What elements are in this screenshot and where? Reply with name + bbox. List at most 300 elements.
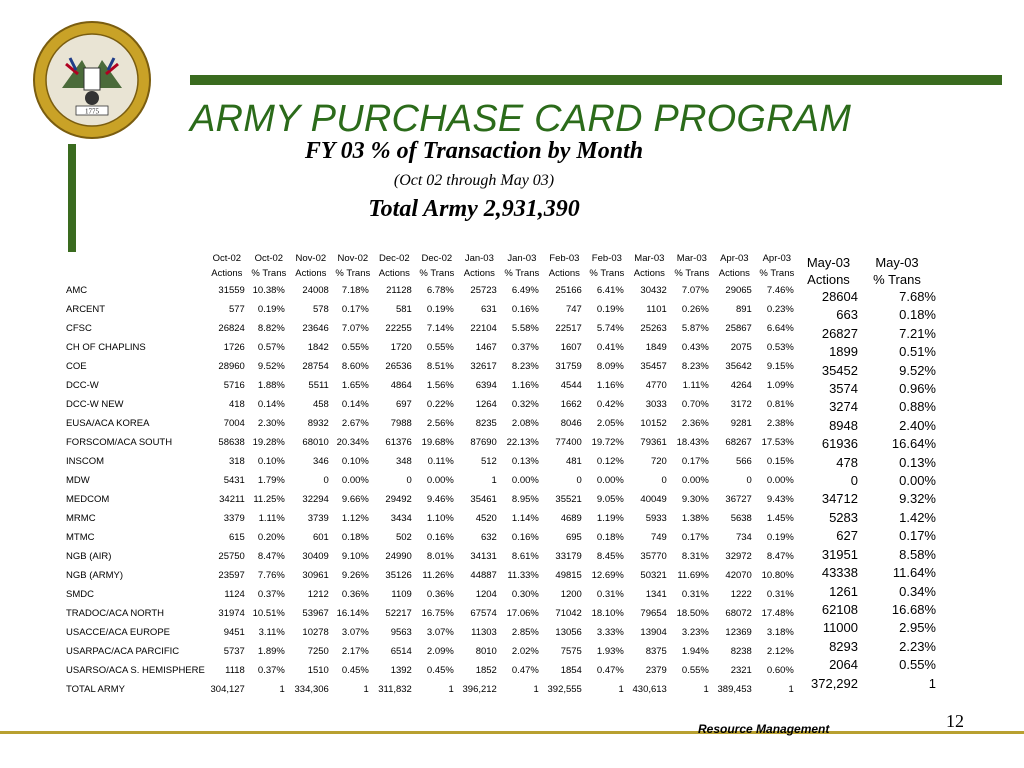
cell-percent: 0.60% xyxy=(766,665,794,676)
cell-percent: 0.45% xyxy=(341,665,369,676)
cell-percent: 0.41% xyxy=(596,342,624,353)
cell-percent: 0.00% xyxy=(681,475,709,486)
cell-percent: 2.38% xyxy=(766,418,794,429)
cell-actions: 30409 xyxy=(302,551,329,562)
cell-percent: 0.00% xyxy=(341,475,369,486)
cell-actions: 8375 xyxy=(645,646,667,657)
cell-actions: 58638 xyxy=(218,437,245,448)
row-label: USARSO/ACA S. HEMISPHERE xyxy=(66,665,205,676)
cell-percent: 1.16% xyxy=(596,380,624,391)
cell-actions: 0 xyxy=(661,475,667,486)
cell-percent: 0.53% xyxy=(766,342,794,353)
cell-percent: 22.13% xyxy=(506,437,539,448)
cell-percent: 0.19% xyxy=(426,304,454,315)
side-table-row xyxy=(799,619,936,637)
row-label: NGB (AIR) xyxy=(66,551,112,562)
side-table-row xyxy=(799,435,936,453)
cell-percent: 0.00% xyxy=(426,475,454,486)
cell-actions: 1607 xyxy=(560,342,582,353)
cell-actions: 615 xyxy=(228,532,245,543)
cell-percent: 0.47% xyxy=(596,665,624,676)
cell-percent: 0.42% xyxy=(596,399,624,410)
row-label: AMC xyxy=(66,285,88,296)
cell-percent: 0.57% xyxy=(257,342,285,353)
cell-percent: 2.56% xyxy=(426,418,454,429)
cell-percent: 0.11% xyxy=(427,456,454,467)
cell-actions: 1852 xyxy=(475,665,497,676)
row-label: TRADOC/ACA NORTH xyxy=(66,608,165,619)
cell-actions: 7250 xyxy=(307,646,329,657)
cell-actions: 32972 xyxy=(725,551,752,562)
department-of-the-army-seal-icon xyxy=(32,18,152,142)
cell-actions: 318 xyxy=(228,456,245,467)
may-03-table xyxy=(799,254,936,693)
cell-actions: 1222 xyxy=(730,589,752,600)
cell-actions: 71042 xyxy=(555,608,582,619)
cell-percent: 1.10% xyxy=(426,513,454,524)
cell-percent: 0.17% xyxy=(899,528,936,544)
cell-actions: 87690 xyxy=(470,437,497,448)
row-label: CH OF CHAPLINS xyxy=(66,342,146,353)
table-row xyxy=(62,452,798,471)
cell-actions: 1849 xyxy=(645,342,667,353)
cell-percent: 1.14% xyxy=(511,513,539,524)
cell-percent: 9.05% xyxy=(596,494,624,505)
cell-actions: 5638 xyxy=(730,513,752,524)
cell-percent: 2.67% xyxy=(341,418,369,429)
cell-percent: 8.82% xyxy=(257,323,285,334)
cell-percent: 0.12% xyxy=(596,456,624,467)
cell-actions: 566 xyxy=(735,456,752,467)
cell-percent: 0.36% xyxy=(341,589,369,600)
cell-actions: 11303 xyxy=(471,627,497,638)
cell-percent: 9.30% xyxy=(681,494,709,505)
cell-actions: 22104 xyxy=(470,323,497,334)
cell-percent: 6.49% xyxy=(511,285,539,296)
column-metric-header: % Trans xyxy=(589,268,625,279)
row-label: MRMC xyxy=(66,513,96,524)
side-table-row xyxy=(799,362,936,380)
cell-actions: 5283 xyxy=(829,509,858,525)
cell-actions: 28960 xyxy=(218,361,245,372)
cell-actions: 1341 xyxy=(645,589,667,600)
column-metric-header: Actions xyxy=(211,268,243,279)
column-month-header: Nov-02 xyxy=(337,253,369,264)
side-month-header: May-03 xyxy=(806,255,851,270)
transactions-table xyxy=(62,251,798,699)
column-metric-header: % Trans xyxy=(504,268,540,279)
cell-percent: 9.66% xyxy=(341,494,369,505)
cell-percent: 0.18% xyxy=(341,532,369,543)
cell-actions: 418 xyxy=(228,399,245,410)
cell-actions: 1101 xyxy=(646,304,667,315)
cell-percent: 7.76% xyxy=(257,570,285,581)
cell-percent: 9.52% xyxy=(257,361,285,372)
cell-percent: 1.38% xyxy=(681,513,709,524)
cell-actions: 35457 xyxy=(640,361,667,372)
cell-actions: 348 xyxy=(395,456,412,467)
cell-percent: 10.38% xyxy=(252,285,285,296)
cell-actions: 34712 xyxy=(821,491,858,507)
cell-actions: 430,613 xyxy=(632,684,667,695)
column-metric-header: % Trans xyxy=(251,268,287,279)
cell-actions: 28604 xyxy=(821,289,858,304)
cell-actions: 5431 xyxy=(223,475,245,486)
column-month-header: Mar-03 xyxy=(634,253,665,264)
row-label: USACCE/ACA EUROPE xyxy=(66,627,170,638)
cell-actions: 2064 xyxy=(829,657,858,673)
cell-actions: 346 xyxy=(312,456,329,467)
cell-actions: 1212 xyxy=(307,589,329,600)
cell-percent: 9.43% xyxy=(766,494,794,505)
cell-actions: 8293 xyxy=(829,638,858,654)
column-metric-header: % Trans xyxy=(759,268,795,279)
cell-percent: 1.12% xyxy=(341,513,369,524)
cell-percent: 6.64% xyxy=(766,323,794,334)
cell-actions: 695 xyxy=(565,532,582,543)
cell-percent: 0.17% xyxy=(681,532,709,543)
cell-actions: 627 xyxy=(836,528,858,544)
cell-percent: 0.17% xyxy=(681,456,709,467)
cell-actions: 1200 xyxy=(560,589,582,600)
side-table-row xyxy=(799,417,936,435)
row-label: COE xyxy=(66,361,87,372)
cell-actions: 24990 xyxy=(385,551,412,562)
period-note: (Oct 02 through May 03) xyxy=(393,172,555,189)
cell-percent: 1 xyxy=(703,684,709,695)
cell-percent: 17.48% xyxy=(761,608,794,619)
cell-percent: 1.09% xyxy=(766,380,794,391)
column-metric-header: Actions xyxy=(718,268,750,279)
row-label: DCC-W xyxy=(66,380,99,391)
cell-percent: 10.80% xyxy=(761,570,794,581)
cell-actions: 1124 xyxy=(224,589,245,600)
cell-percent: 0.10% xyxy=(341,456,369,467)
cell-percent: 18.43% xyxy=(676,437,709,448)
cell-percent: 0.34% xyxy=(899,583,936,599)
cell-percent: 2.05% xyxy=(596,418,624,429)
cell-actions: 49815 xyxy=(555,570,582,581)
row-label: DCC-W NEW xyxy=(66,399,124,410)
cell-actions: 1720 xyxy=(390,342,412,353)
army-seal-logo xyxy=(32,18,152,142)
cell-percent: 8.60% xyxy=(341,361,369,372)
cell-percent: 8.47% xyxy=(766,551,794,562)
side-metric-header: % Trans xyxy=(873,272,921,287)
cell-percent: 2.17% xyxy=(341,646,369,657)
cell-actions: 2379 xyxy=(645,665,667,676)
table-row xyxy=(62,509,798,528)
cell-actions: 4520 xyxy=(475,513,497,524)
cell-actions: 12369 xyxy=(725,627,752,638)
column-metric-header: Actions xyxy=(633,268,665,279)
row-label: ARCENT xyxy=(66,304,106,315)
side-table-row xyxy=(799,490,936,508)
total-army-heading: Total Army 2,931,390 xyxy=(368,196,580,222)
cell-actions: 632 xyxy=(480,532,497,543)
cell-percent: 0.37% xyxy=(257,589,285,600)
cell-percent: 0.55% xyxy=(426,342,454,353)
table-row xyxy=(62,281,798,300)
cell-actions: 697 xyxy=(395,399,412,410)
cell-actions: 62108 xyxy=(821,601,858,617)
cell-percent: 5.87% xyxy=(681,323,709,334)
cell-percent: 0.22% xyxy=(426,399,454,410)
cell-actions: 61376 xyxy=(385,437,412,448)
row-label: NGB (ARMY) xyxy=(66,570,123,581)
cell-actions: 26536 xyxy=(385,361,412,372)
table-row xyxy=(62,623,798,642)
side-month-header: May-03 xyxy=(875,255,919,270)
cell-percent: 3.23% xyxy=(681,627,709,638)
cell-percent: 0.00% xyxy=(766,475,794,486)
cell-percent: 8.51% xyxy=(426,361,454,372)
table-row xyxy=(62,547,798,566)
cell-actions: 53967 xyxy=(302,608,329,619)
cell-percent: 11.25% xyxy=(253,494,285,505)
cell-actions: 35642 xyxy=(725,361,752,372)
cell-actions: 1109 xyxy=(391,589,412,600)
cell-percent: 0.55% xyxy=(681,665,709,676)
top-green-bar xyxy=(190,75,1002,85)
side-table-row xyxy=(799,656,936,674)
cell-actions: 5716 xyxy=(223,380,245,391)
cell-actions: 21128 xyxy=(386,285,412,296)
cell-percent: 0.23% xyxy=(766,304,794,315)
row-label: TOTAL ARMY xyxy=(66,684,125,695)
cell-percent: 0.18% xyxy=(899,307,936,323)
table-row xyxy=(62,319,798,338)
cell-actions: 5737 xyxy=(223,646,245,657)
cell-percent: 0.55% xyxy=(341,342,369,353)
cell-actions: 0 xyxy=(576,475,582,486)
cell-percent: 0.15% xyxy=(766,456,794,467)
footer-label: Resource Management xyxy=(698,722,830,736)
cell-actions: 35521 xyxy=(555,494,582,505)
cell-percent: 0.51% xyxy=(899,344,936,360)
column-metric-header: Actions xyxy=(295,268,327,279)
cell-percent: 0.32% xyxy=(511,399,539,410)
cell-percent: 3.11% xyxy=(258,627,285,638)
table-total-row xyxy=(62,680,798,699)
cell-actions: 3574 xyxy=(829,381,858,397)
cell-percent: 7.07% xyxy=(681,285,709,296)
cell-actions: 36727 xyxy=(725,494,752,505)
cell-percent: 0.00% xyxy=(899,473,936,489)
side-table-row xyxy=(799,564,936,582)
cell-actions: 0 xyxy=(850,473,858,489)
cell-percent: 0.47% xyxy=(511,665,539,676)
cell-percent: 2.08% xyxy=(511,418,539,429)
cell-percent: 16.14% xyxy=(336,608,369,619)
subtitle: FY 03 % of Transaction by Month xyxy=(304,138,644,164)
cell-actions: 77400 xyxy=(555,437,582,448)
cell-actions: 601 xyxy=(312,532,329,543)
cell-actions: 1662 xyxy=(560,399,582,410)
cell-actions: 13904 xyxy=(640,627,667,638)
cell-percent: 17.53% xyxy=(761,437,794,448)
cell-actions: 30961 xyxy=(302,570,329,581)
cell-percent: 0.16% xyxy=(511,304,539,315)
cell-actions: 32294 xyxy=(302,494,329,505)
column-metric-header: % Trans xyxy=(419,268,455,279)
cell-percent: 0.13% xyxy=(899,454,936,470)
cell-percent: 0.70% xyxy=(681,399,709,410)
cell-percent: 3.07% xyxy=(426,627,454,638)
cell-actions: 32617 xyxy=(470,361,497,372)
cell-actions: 1854 xyxy=(560,665,582,676)
cell-actions: 0 xyxy=(323,475,329,486)
cell-actions: 9563 xyxy=(390,627,412,638)
cell-actions: 3739 xyxy=(307,513,329,524)
column-month-header: Jan-03 xyxy=(507,253,537,264)
cell-actions: 43338 xyxy=(821,565,858,581)
cell-actions: 7575 xyxy=(560,646,582,657)
cell-actions: 33179 xyxy=(555,551,582,562)
cell-actions: 5511 xyxy=(308,380,329,391)
cell-actions: 25867 xyxy=(725,323,752,334)
cell-actions: 1842 xyxy=(307,342,329,353)
column-month-header: Dec-02 xyxy=(421,253,453,264)
column-month-header: Jan-03 xyxy=(464,253,494,264)
cell-actions: 1467 xyxy=(475,342,497,353)
cell-actions: 734 xyxy=(735,532,752,543)
cell-percent: 16.75% xyxy=(421,608,454,619)
cell-percent: 2.23% xyxy=(899,638,936,654)
column-month-header: Dec-02 xyxy=(379,253,410,264)
side-table-row xyxy=(799,675,936,693)
cell-percent: 1.42% xyxy=(899,509,936,525)
cell-percent: 10.51% xyxy=(252,608,285,619)
cell-percent: 2.30% xyxy=(257,418,285,429)
cell-percent: 0.18% xyxy=(596,532,624,543)
cell-percent: 7.46% xyxy=(766,285,794,296)
side-table-row xyxy=(799,583,936,601)
cell-percent: 5.74% xyxy=(596,323,624,334)
cell-actions: 3033 xyxy=(645,399,667,410)
row-label: MDW xyxy=(66,475,90,486)
column-month-header: Feb-03 xyxy=(591,253,622,264)
cell-percent: 8.58% xyxy=(899,546,936,562)
table-header-row-metrics xyxy=(62,266,798,281)
cell-actions: 1899 xyxy=(829,344,858,360)
header-blank xyxy=(62,266,205,281)
side-metric-header: Actions xyxy=(807,272,850,287)
cell-percent: 19.28% xyxy=(252,437,285,448)
cell-percent: 0.00% xyxy=(511,475,539,486)
cell-percent: 0.31% xyxy=(681,589,709,600)
cell-percent: 2.95% xyxy=(899,620,936,636)
cell-actions: 31974 xyxy=(218,608,245,619)
cell-percent: 2.09% xyxy=(426,646,454,657)
cell-actions: 3274 xyxy=(829,399,858,415)
cell-percent: 0.88% xyxy=(899,399,936,415)
cell-actions: 4864 xyxy=(390,380,412,391)
cell-percent: 0.14% xyxy=(257,399,285,410)
cell-actions: 502 xyxy=(395,532,412,543)
cell-actions: 396,212 xyxy=(462,684,497,695)
cell-actions: 4544 xyxy=(560,380,582,391)
cell-actions: 1392 xyxy=(390,665,412,676)
cell-actions: 4770 xyxy=(645,380,667,391)
cell-actions: 4264 xyxy=(730,380,752,391)
cell-percent: 1.79% xyxy=(257,475,285,486)
cell-percent: 0.81% xyxy=(766,399,794,410)
cell-actions: 25750 xyxy=(218,551,245,562)
cell-percent: 0.96% xyxy=(899,381,936,397)
row-label: MEDCOM xyxy=(66,494,110,505)
cell-actions: 22255 xyxy=(385,323,412,334)
cell-actions: 389,453 xyxy=(717,684,752,695)
cell-percent: 9.26% xyxy=(341,570,369,581)
cell-percent: 8.61% xyxy=(511,551,539,562)
cell-percent: 1 xyxy=(533,684,539,695)
cell-actions: 311,832 xyxy=(378,684,412,695)
cell-percent: 2.02% xyxy=(511,646,539,657)
cell-actions: 1264 xyxy=(475,399,497,410)
cell-actions: 29492 xyxy=(385,494,412,505)
cell-percent: 0.31% xyxy=(596,589,624,600)
cell-percent: 18.50% xyxy=(676,608,709,619)
cell-actions: 25723 xyxy=(470,285,497,296)
table-row xyxy=(62,528,798,547)
column-month-header: Apr-03 xyxy=(720,253,749,264)
cell-percent: 1 xyxy=(788,684,794,695)
cell-actions: 578 xyxy=(312,304,329,315)
cell-actions: 11000 xyxy=(822,620,858,636)
table-row xyxy=(62,395,798,414)
cell-actions: 31759 xyxy=(555,361,582,372)
cell-actions: 9451 xyxy=(223,627,245,638)
cell-percent: 1.93% xyxy=(596,646,624,657)
column-month-header: Nov-02 xyxy=(295,253,327,264)
cell-actions: 24008 xyxy=(302,285,329,296)
cell-actions: 304,127 xyxy=(210,684,245,695)
cell-percent: 16.64% xyxy=(891,436,936,452)
side-table-row xyxy=(799,343,936,361)
cell-percent: 0.36% xyxy=(426,589,454,600)
cell-percent: 9.32% xyxy=(899,491,936,507)
cell-actions: 35452 xyxy=(821,362,858,378)
cell-percent: 0.13% xyxy=(511,456,539,467)
row-label: MTMC xyxy=(66,532,95,543)
cell-actions: 3172 xyxy=(730,399,752,410)
cell-actions: 1204 xyxy=(475,589,497,600)
cell-actions: 30432 xyxy=(640,285,667,296)
cell-actions: 3379 xyxy=(223,513,245,524)
cell-actions: 8235 xyxy=(475,418,497,429)
cell-actions: 747 xyxy=(565,304,582,315)
cell-actions: 372,292 xyxy=(811,675,858,691)
cell-actions: 67574 xyxy=(470,608,497,619)
cell-percent: 0.37% xyxy=(511,342,539,353)
cell-actions: 34131 xyxy=(470,551,497,562)
cell-percent: 5.58% xyxy=(511,323,539,334)
table-row xyxy=(62,433,798,452)
cell-actions: 79361 xyxy=(640,437,667,448)
cell-percent: 7.21% xyxy=(899,325,936,341)
cell-percent: 11.69% xyxy=(677,570,709,581)
cell-percent: 0.10% xyxy=(257,456,285,467)
cell-percent: 6.78% xyxy=(426,285,454,296)
cell-actions: 720 xyxy=(650,456,667,467)
cell-actions: 512 xyxy=(480,456,497,467)
cell-percent: 0.16% xyxy=(511,532,539,543)
cell-percent: 19.68% xyxy=(421,437,454,448)
cell-actions: 6514 xyxy=(390,646,412,657)
cell-percent: 2.40% xyxy=(899,417,936,433)
table-row xyxy=(62,585,798,604)
